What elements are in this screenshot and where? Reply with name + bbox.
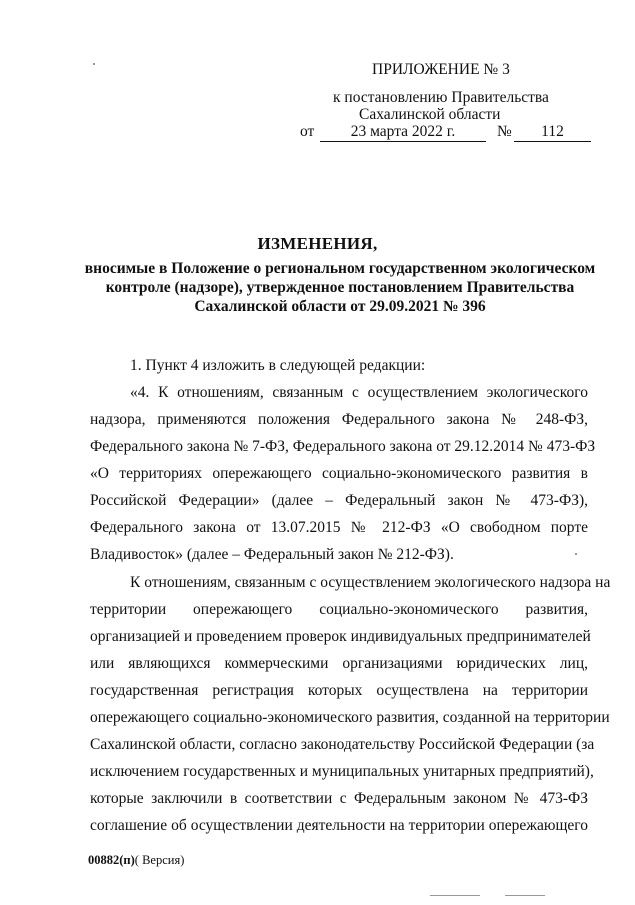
scan-mark [430, 895, 480, 896]
appendix-date: 23 марта 2022 г. [320, 123, 486, 142]
subtitle-line: контроле (надзоре), утвержденное постановлением Правительства [105, 279, 575, 296]
footer-version: ( Версия) [134, 853, 185, 867]
p2-line: опережающего социально-экономического развития, созданной на территории [90, 709, 610, 726]
appendix-line-1: к постановлению Правительства [333, 89, 549, 106]
p2-line: государственная регистрация которых осуществлена на территории [90, 682, 588, 699]
p2-line: соглашение об осуществлении деятельности на территории опережающего [90, 817, 588, 834]
appendix-date-label: от [300, 123, 315, 140]
document-subtitle [80, 259, 600, 316]
document-title: ИЗМЕНЕНИЯ, [257, 234, 378, 253]
p1-line: Федерального закона № 7-ФЗ, Федерального закона от 29.12.2014 № 473-ФЗ [90, 438, 596, 455]
footer-code: 00882(п) [88, 853, 135, 867]
appendix-line-2: Сахалинской области [359, 106, 501, 123]
p2-line: организацией и проведением проверок индивидуальных предпринимателей [90, 628, 591, 645]
scan-speck [575, 553, 577, 555]
p1-line: надзора, применяются положения Федерального закона № 248-ФЗ, [90, 411, 588, 428]
p2-line: которые заключили в соответствии с Федеральным законом № 473-ФЗ [90, 790, 588, 807]
subtitle-line: Сахалинской области от 29.09.2021 № 396 [194, 298, 486, 315]
footer [88, 853, 184, 868]
p2-line: территории опережающего социально-экономического развития, [90, 601, 588, 618]
p2-line: исключением государственных и муниципальных унитарных предприятий), [90, 763, 594, 780]
p2-line: Сахалинской области, согласно законодательству Российской Федерации (за [90, 736, 595, 753]
scan-mark [505, 895, 545, 896]
p2-line: или являющихся коммерческими организациями юридических лиц, [90, 655, 588, 672]
appendix-title: ПРИЛОЖЕНИЕ № 3 [372, 61, 510, 78]
p2-line: К отношениям, связанным с осуществлением экологического надзора на [130, 574, 611, 591]
p1-line: Федерального закона от 13.07.2015 № 212-ФЗ «О свободном порте [90, 519, 588, 536]
subtitle-line: вносимые в Положение о региональном государственном экологическом [84, 260, 596, 277]
p1-line: «4. К отношениям, связанным с осуществлением экологического [130, 384, 588, 401]
p1-line: Владивосток» (далее – Федеральный закон № 212-ФЗ). [90, 546, 454, 563]
appendix-number-label: № [497, 123, 512, 140]
scan-speck [93, 63, 95, 65]
item-1: 1. Пункт 4 изложить в следующей редакции: [130, 357, 426, 374]
p1-line: «О территориях опережающего социально-экономического развития в [90, 465, 588, 482]
p1-line: Российской Федерации» (далее – Федеральный закон № 473-ФЗ), [90, 492, 588, 509]
appendix-number: 112 [514, 123, 591, 142]
